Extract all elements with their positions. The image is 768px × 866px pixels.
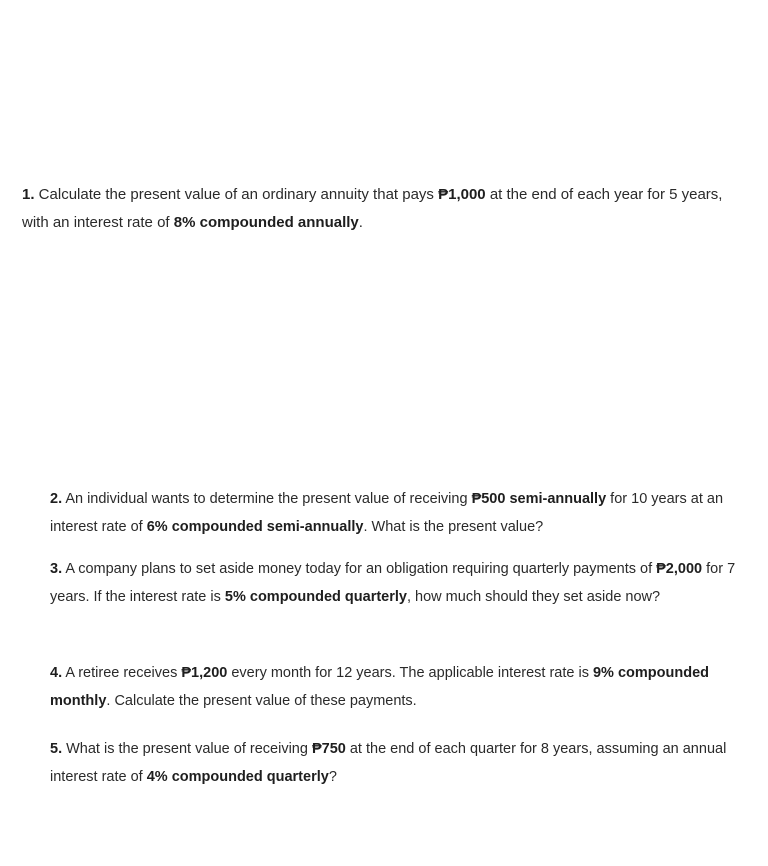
interest-rate: 5% compounded quarterly [224,589,407,605]
amount: ₱2,000 [656,561,703,577]
problem-number: 4. [50,665,63,681]
problem-text: An individual wants to determine the present value of receiving [62,491,472,507]
interest-rate: 9% compounded monthly [50,665,709,709]
problem-text: Calculate the present value of an ordinary annuity that pays [34,186,439,203]
problem-number: 2. [50,491,63,507]
problem-5 [50,735,750,791]
problem-4 [50,659,750,715]
problem-number: 3. [50,561,63,577]
problem-text: . [358,214,363,231]
interest-rate: 4% compounded quarterly [146,769,329,785]
amount: ₱1,200 [181,665,228,681]
problem-text: A company plans to set aside money today for an obligation requiring quarterly payments of [62,561,657,577]
problem-number: 5. [50,741,63,757]
problem-text: A retiree receives [62,665,182,681]
problem-text: at the end of each year for 5 years, with an interest rate of [22,186,723,231]
interest-rate: 8% compounded annually [173,214,359,231]
problem-text: . What is the present value? [363,519,544,535]
problem-1 [22,181,742,237]
problem-text: for 10 years at an interest rate of [50,491,724,535]
problem-text: every month for 12 years. The applicable interest rate is [227,665,593,681]
problem-3 [50,555,750,611]
problem-number: 1. [22,186,35,203]
problem-text: , how much should they set aside now? [406,589,661,605]
problem-text: . Calculate the present value of these payments. [106,693,417,709]
problem-text: for 7 years. If the interest rate is [50,561,736,605]
problem-text: ? [328,769,337,785]
interest-rate: 6% compounded semi-annually [146,519,364,535]
amount: ₱1,000 [438,186,486,203]
amount: ₱750 [311,741,346,757]
problem-text: What is the present value of receiving [62,741,312,757]
problem-2 [50,485,750,541]
amount: ₱500 semi-annually [471,491,607,507]
problem-text: at the end of each quarter for 8 years, assuming an annual interest rate of [50,741,727,785]
